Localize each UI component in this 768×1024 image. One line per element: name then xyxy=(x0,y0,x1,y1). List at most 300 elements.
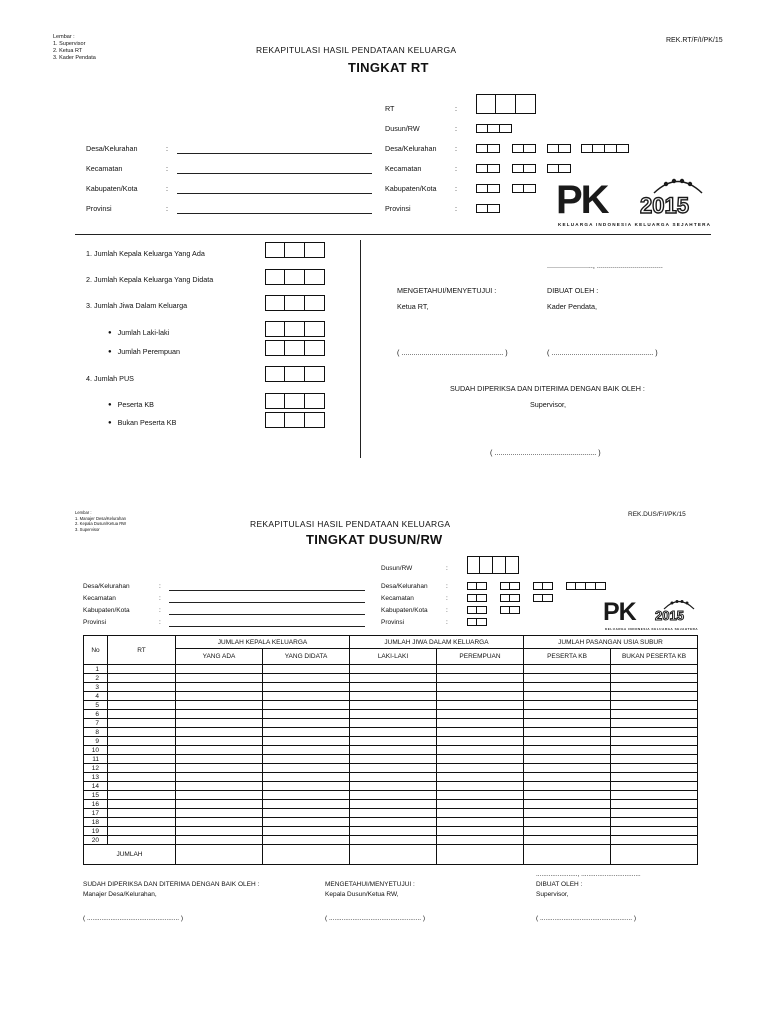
digit-box[interactable] xyxy=(543,594,553,602)
table-cell[interactable] xyxy=(524,764,611,773)
dus-desa-boxes[interactable] xyxy=(566,582,606,590)
table-cell[interactable] xyxy=(176,782,263,791)
table-cell[interactable] xyxy=(611,836,698,845)
rt-field-label: Provinsi xyxy=(385,204,411,213)
digit-box[interactable] xyxy=(265,321,285,337)
dus-desa-boxes[interactable] xyxy=(500,582,520,590)
kabupaten-code-boxes[interactable] xyxy=(476,184,500,193)
table-cell[interactable] xyxy=(611,692,698,701)
digit-box[interactable] xyxy=(488,204,500,213)
digit-box[interactable] xyxy=(265,366,285,382)
kk-ada-boxes[interactable] xyxy=(265,242,325,258)
digit-box[interactable] xyxy=(493,556,506,574)
digit-box[interactable] xyxy=(476,164,488,173)
digit-box[interactable] xyxy=(285,366,305,382)
table-cell[interactable] xyxy=(350,674,437,683)
perempuan-boxes[interactable] xyxy=(265,340,325,356)
digit-box[interactable] xyxy=(500,582,510,590)
table-cell[interactable] xyxy=(263,719,350,728)
table-cell[interactable] xyxy=(176,683,263,692)
digit-box[interactable] xyxy=(305,393,325,409)
table-cell[interactable] xyxy=(263,800,350,809)
desa-input-line[interactable] xyxy=(177,153,372,154)
table-cell[interactable] xyxy=(176,746,263,755)
digit-box[interactable] xyxy=(305,242,325,258)
table-cell[interactable] xyxy=(611,674,698,683)
jumlah-cell[interactable] xyxy=(176,845,263,865)
table-cell[interactable] xyxy=(437,710,524,719)
table-cell[interactable] xyxy=(263,737,350,746)
table-cell[interactable] xyxy=(524,773,611,782)
digit-box[interactable] xyxy=(510,582,520,590)
table-cell[interactable] xyxy=(524,719,611,728)
digit-box[interactable] xyxy=(305,295,325,311)
table-cell[interactable] xyxy=(350,809,437,818)
dus-kab-input-line[interactable] xyxy=(169,614,365,615)
table-cell[interactable] xyxy=(524,836,611,845)
table-cell[interactable] xyxy=(176,674,263,683)
table-cell[interactable] xyxy=(108,674,176,683)
jumlah-cell[interactable] xyxy=(611,845,698,865)
digit-box[interactable] xyxy=(547,144,559,153)
table-cell[interactable] xyxy=(350,683,437,692)
table-cell[interactable] xyxy=(611,809,698,818)
digit-box[interactable] xyxy=(477,618,487,626)
table-row xyxy=(84,755,698,764)
desa-code-boxes[interactable] xyxy=(581,144,629,153)
table-row xyxy=(84,836,698,845)
table-cell[interactable] xyxy=(176,692,263,701)
table-cell[interactable] xyxy=(611,719,698,728)
table-cell[interactable] xyxy=(350,710,437,719)
table-cell[interactable] xyxy=(176,755,263,764)
table-cell[interactable] xyxy=(350,728,437,737)
laki-laki-boxes[interactable] xyxy=(265,321,325,337)
table-cell[interactable] xyxy=(524,665,611,674)
table-cell[interactable] xyxy=(263,836,350,845)
table-cell[interactable] xyxy=(176,800,263,809)
table-cell[interactable] xyxy=(437,692,524,701)
table-cell[interactable] xyxy=(350,818,437,827)
table-cell[interactable] xyxy=(263,764,350,773)
digit-box[interactable] xyxy=(305,366,325,382)
dus-lembar-item: 3. Supervisor xyxy=(75,526,100,532)
jumlah-cell[interactable] xyxy=(524,845,611,865)
digit-box[interactable] xyxy=(305,321,325,337)
table-cell[interactable] xyxy=(524,809,611,818)
digit-box[interactable] xyxy=(605,144,617,153)
table-cell[interactable] xyxy=(108,791,176,800)
table-cell[interactable] xyxy=(611,800,698,809)
digit-box[interactable] xyxy=(543,582,553,590)
digit-box[interactable] xyxy=(500,606,510,614)
table-cell[interactable] xyxy=(263,755,350,764)
table-row xyxy=(84,791,698,800)
provinsi-input-line[interactable] xyxy=(177,213,372,214)
table-cell[interactable] xyxy=(611,755,698,764)
dus-kec-input-line[interactable] xyxy=(169,602,365,603)
table-cell[interactable] xyxy=(108,836,176,845)
digit-box[interactable] xyxy=(467,618,477,626)
kecamatan-code-boxes[interactable] xyxy=(512,164,536,173)
table-cell[interactable] xyxy=(437,827,524,836)
rt-lembar-item: 2. Ketua RT xyxy=(53,48,83,54)
table-cell[interactable] xyxy=(263,827,350,836)
table-cell[interactable] xyxy=(611,818,698,827)
table-cell[interactable] xyxy=(350,701,437,710)
table-cell[interactable] xyxy=(176,818,263,827)
table-cell[interactable] xyxy=(611,710,698,719)
digit-box[interactable] xyxy=(559,164,571,173)
table-cell[interactable] xyxy=(611,827,698,836)
dus-kec-boxes[interactable] xyxy=(467,594,487,602)
digit-box[interactable] xyxy=(547,164,559,173)
table-cell[interactable] xyxy=(350,800,437,809)
digit-box[interactable] xyxy=(467,606,477,614)
digit-box[interactable] xyxy=(566,582,576,590)
table-cell[interactable] xyxy=(350,719,437,728)
signature-line[interactable]: ( ................................................... ) xyxy=(536,915,637,922)
row-number: 5 xyxy=(84,701,108,710)
bukan-peserta-kb-boxes[interactable] xyxy=(265,412,325,428)
digit-box[interactable] xyxy=(510,594,520,602)
table-cell[interactable] xyxy=(524,710,611,719)
digit-box[interactable] xyxy=(576,582,586,590)
table-cell[interactable] xyxy=(350,782,437,791)
signature-line[interactable]: ( ................................................... ) xyxy=(83,915,184,922)
table-cell[interactable] xyxy=(263,782,350,791)
digit-box[interactable] xyxy=(265,242,285,258)
digit-box[interactable] xyxy=(477,606,487,614)
digit-box[interactable] xyxy=(596,582,606,590)
digit-box[interactable] xyxy=(285,393,305,409)
table-cell[interactable] xyxy=(611,737,698,746)
table-cell[interactable] xyxy=(263,791,350,800)
digit-box[interactable] xyxy=(488,164,500,173)
table-cell[interactable] xyxy=(524,746,611,755)
dus-code-boxes[interactable] xyxy=(467,556,519,574)
table-cell[interactable] xyxy=(437,683,524,692)
digit-box[interactable] xyxy=(488,184,500,193)
table-cell[interactable] xyxy=(176,809,263,818)
table-cell[interactable] xyxy=(108,719,176,728)
header-no: No xyxy=(84,636,108,665)
table-cell[interactable] xyxy=(176,737,263,746)
dus-desa-input-line[interactable] xyxy=(169,590,365,591)
table-cell[interactable] xyxy=(108,737,176,746)
table-cell[interactable] xyxy=(263,683,350,692)
table-cell[interactable] xyxy=(108,683,176,692)
table-cell[interactable] xyxy=(437,836,524,845)
colon: : xyxy=(166,144,168,153)
table-cell[interactable] xyxy=(263,728,350,737)
table-cell[interactable] xyxy=(437,719,524,728)
table-cell[interactable] xyxy=(524,701,611,710)
table-cell[interactable] xyxy=(524,692,611,701)
table-row xyxy=(84,764,698,773)
table-cell[interactable] xyxy=(437,701,524,710)
colon: : xyxy=(455,104,457,113)
dus-desa-boxes[interactable] xyxy=(467,582,487,590)
digit-box[interactable] xyxy=(480,556,493,574)
digit-box[interactable] xyxy=(524,164,536,173)
jumlah-cell[interactable] xyxy=(350,845,437,865)
kecamatan-input-line[interactable] xyxy=(177,173,372,174)
dus-kab-boxes[interactable] xyxy=(467,606,487,614)
digit-box[interactable] xyxy=(476,204,488,213)
table-cell[interactable] xyxy=(350,692,437,701)
dus-date-line[interactable]: ......................., ................................. xyxy=(536,871,641,878)
table-cell[interactable] xyxy=(437,746,524,755)
digit-box[interactable] xyxy=(496,94,516,114)
digit-box[interactable] xyxy=(524,144,536,153)
vertical-divider xyxy=(360,240,361,458)
digit-box[interactable] xyxy=(500,124,512,133)
table-row xyxy=(84,674,698,683)
table-cell[interactable] xyxy=(350,773,437,782)
table-cell[interactable] xyxy=(524,683,611,692)
digit-box[interactable] xyxy=(559,144,571,153)
digit-box[interactable] xyxy=(488,124,500,133)
table-cell[interactable] xyxy=(437,800,524,809)
table-cell[interactable] xyxy=(524,737,611,746)
signature-line[interactable]: ( ................................................... ) xyxy=(325,915,426,922)
date-line[interactable]: ......................., ................................. xyxy=(547,261,663,270)
digit-box[interactable] xyxy=(467,582,477,590)
jumlah-cell[interactable] xyxy=(263,845,350,865)
digit-box[interactable] xyxy=(285,412,305,428)
dusun-rw-code-boxes[interactable] xyxy=(476,124,512,133)
digit-box[interactable] xyxy=(285,242,305,258)
desa-code-boxes[interactable] xyxy=(512,144,536,153)
table-cell[interactable] xyxy=(108,773,176,782)
row-number: 13 xyxy=(84,773,108,782)
digit-box[interactable] xyxy=(477,582,487,590)
table-cell[interactable] xyxy=(108,692,176,701)
kecamatan-code-boxes[interactable] xyxy=(547,164,571,173)
table-cell[interactable] xyxy=(108,800,176,809)
digit-box[interactable] xyxy=(265,340,285,356)
table-cell[interactable] xyxy=(176,728,263,737)
table-cell[interactable] xyxy=(108,755,176,764)
digit-box[interactable] xyxy=(500,594,510,602)
digit-box[interactable] xyxy=(533,582,543,590)
table-cell[interactable] xyxy=(524,674,611,683)
table-cell[interactable] xyxy=(350,827,437,836)
digit-box[interactable] xyxy=(476,124,488,133)
table-cell[interactable] xyxy=(263,746,350,755)
table-cell[interactable] xyxy=(437,665,524,674)
table-cell[interactable] xyxy=(524,800,611,809)
jiwa-boxes[interactable] xyxy=(265,295,325,311)
table-cell[interactable] xyxy=(611,701,698,710)
table-cell[interactable] xyxy=(176,836,263,845)
digit-box[interactable] xyxy=(305,340,325,356)
table-cell[interactable] xyxy=(524,782,611,791)
table-cell[interactable] xyxy=(437,728,524,737)
table-cell[interactable] xyxy=(176,710,263,719)
digit-box[interactable] xyxy=(305,269,325,285)
digit-box[interactable] xyxy=(467,594,477,602)
digit-box[interactable] xyxy=(488,144,500,153)
table-cell[interactable] xyxy=(108,701,176,710)
digit-box[interactable] xyxy=(533,594,543,602)
table-cell[interactable] xyxy=(176,665,263,674)
table-cell[interactable] xyxy=(524,818,611,827)
table-cell[interactable] xyxy=(108,809,176,818)
table-cell[interactable] xyxy=(437,737,524,746)
table-cell[interactable] xyxy=(350,665,437,674)
digit-box[interactable] xyxy=(581,144,593,153)
table-cell[interactable] xyxy=(176,701,263,710)
digit-box[interactable] xyxy=(477,594,487,602)
digit-box[interactable] xyxy=(285,295,305,311)
dus-prov-input-line[interactable] xyxy=(169,626,365,627)
provinsi-code-boxes[interactable] xyxy=(476,204,500,213)
dus-kec-boxes[interactable] xyxy=(500,594,520,602)
table-cell[interactable] xyxy=(176,773,263,782)
table-cell[interactable] xyxy=(437,773,524,782)
digit-box[interactable] xyxy=(265,412,285,428)
kabupaten-input-line[interactable] xyxy=(177,193,372,194)
table-cell[interactable] xyxy=(611,773,698,782)
dus-field-label: Desa/Kelurahan xyxy=(381,583,428,590)
digit-box[interactable] xyxy=(476,94,496,114)
table-cell[interactable] xyxy=(437,818,524,827)
table-cell[interactable] xyxy=(263,773,350,782)
pus-boxes[interactable] xyxy=(265,366,325,382)
table-cell[interactable] xyxy=(263,809,350,818)
logo-family-icon xyxy=(663,598,695,610)
table-cell[interactable] xyxy=(108,710,176,719)
jumlah-cell[interactable] xyxy=(437,845,524,865)
table-cell[interactable] xyxy=(611,665,698,674)
table-cell[interactable] xyxy=(108,782,176,791)
digit-box[interactable] xyxy=(586,582,596,590)
table-cell[interactable] xyxy=(611,782,698,791)
table-cell[interactable] xyxy=(350,755,437,764)
dus-field-label: Kecamatan xyxy=(381,595,414,602)
table-cell[interactable] xyxy=(176,827,263,836)
table-cell[interactable] xyxy=(263,674,350,683)
table-cell[interactable] xyxy=(263,710,350,719)
digit-box[interactable] xyxy=(524,184,536,193)
table-cell[interactable] xyxy=(437,674,524,683)
row-number: 2 xyxy=(84,674,108,683)
dus-kab-boxes[interactable] xyxy=(500,606,520,614)
table-cell[interactable] xyxy=(263,818,350,827)
rt-title: REKAPITULASI HASIL PENDATAAN KELUARGA xyxy=(256,45,457,55)
table-cell[interactable] xyxy=(611,791,698,800)
signature-line[interactable]: ( ................................................... ) xyxy=(490,448,601,457)
digit-box[interactable] xyxy=(512,164,524,173)
digit-box[interactable] xyxy=(593,144,605,153)
table-row xyxy=(84,782,698,791)
table-cell[interactable] xyxy=(611,764,698,773)
table-cell[interactable] xyxy=(437,782,524,791)
table-cell[interactable] xyxy=(437,791,524,800)
desa-code-boxes[interactable] xyxy=(547,144,571,153)
table-cell[interactable] xyxy=(108,746,176,755)
digit-box[interactable] xyxy=(467,556,480,574)
table-cell[interactable] xyxy=(350,836,437,845)
table-row xyxy=(84,692,698,701)
table-cell[interactable] xyxy=(524,728,611,737)
table-cell[interactable] xyxy=(437,755,524,764)
table-cell[interactable] xyxy=(437,809,524,818)
dus-prov-boxes[interactable] xyxy=(467,618,487,626)
table-cell[interactable] xyxy=(108,764,176,773)
table-cell[interactable] xyxy=(176,719,263,728)
table-cell[interactable] xyxy=(524,827,611,836)
table-cell[interactable] xyxy=(108,665,176,674)
digit-box[interactable] xyxy=(285,269,305,285)
table-cell[interactable] xyxy=(611,746,698,755)
rt-code-boxes[interactable] xyxy=(476,94,536,114)
table-cell[interactable] xyxy=(176,791,263,800)
digit-box[interactable] xyxy=(617,144,629,153)
table-cell[interactable] xyxy=(108,728,176,737)
table-cell[interactable] xyxy=(108,818,176,827)
digit-box[interactable] xyxy=(265,269,285,285)
signature-line[interactable]: ( ................................................... ) xyxy=(397,348,508,357)
kk-didata-boxes[interactable] xyxy=(265,269,325,285)
table-cell[interactable] xyxy=(611,683,698,692)
digit-box[interactable] xyxy=(285,340,305,356)
table-cell[interactable] xyxy=(524,755,611,764)
digit-box[interactable] xyxy=(512,184,524,193)
row-number: 19 xyxy=(84,827,108,836)
signature-line[interactable]: ( ................................................... ) xyxy=(547,348,658,357)
digit-box[interactable] xyxy=(265,393,285,409)
digit-box[interactable] xyxy=(265,295,285,311)
digit-box[interactable] xyxy=(476,144,488,153)
jumlah-row xyxy=(84,845,698,865)
table-row xyxy=(84,710,698,719)
desa-code-boxes[interactable] xyxy=(476,144,500,153)
logo-pk-text: PK xyxy=(603,598,636,626)
table-cell[interactable] xyxy=(263,701,350,710)
dus-kec-boxes[interactable] xyxy=(533,594,553,602)
table-cell[interactable] xyxy=(108,827,176,836)
table-cell[interactable] xyxy=(350,791,437,800)
table-cell[interactable] xyxy=(524,791,611,800)
digit-box[interactable] xyxy=(305,412,325,428)
table-cell[interactable] xyxy=(176,764,263,773)
table-cell[interactable] xyxy=(263,665,350,674)
header-group-pus: JUMLAH PASANGAN USIA SUBUR xyxy=(524,636,698,649)
table-cell[interactable] xyxy=(437,764,524,773)
table-cell[interactable] xyxy=(350,737,437,746)
table-cell[interactable] xyxy=(611,728,698,737)
digit-box[interactable] xyxy=(512,144,524,153)
subheader: YANG DIDATA xyxy=(263,649,350,665)
digit-box[interactable] xyxy=(506,556,519,574)
dus-desa-boxes[interactable] xyxy=(533,582,553,590)
digit-box[interactable] xyxy=(516,94,536,114)
table-cell[interactable] xyxy=(350,746,437,755)
digit-box[interactable] xyxy=(510,606,520,614)
digit-box[interactable] xyxy=(476,184,488,193)
peserta-kb-boxes[interactable] xyxy=(265,393,325,409)
digit-box[interactable] xyxy=(285,321,305,337)
table-cell[interactable] xyxy=(350,764,437,773)
table-row xyxy=(84,683,698,692)
kabupaten-code-boxes[interactable] xyxy=(512,184,536,193)
table-cell[interactable] xyxy=(263,692,350,701)
kecamatan-code-boxes[interactable] xyxy=(476,164,500,173)
rt-lembar xyxy=(53,34,96,62)
